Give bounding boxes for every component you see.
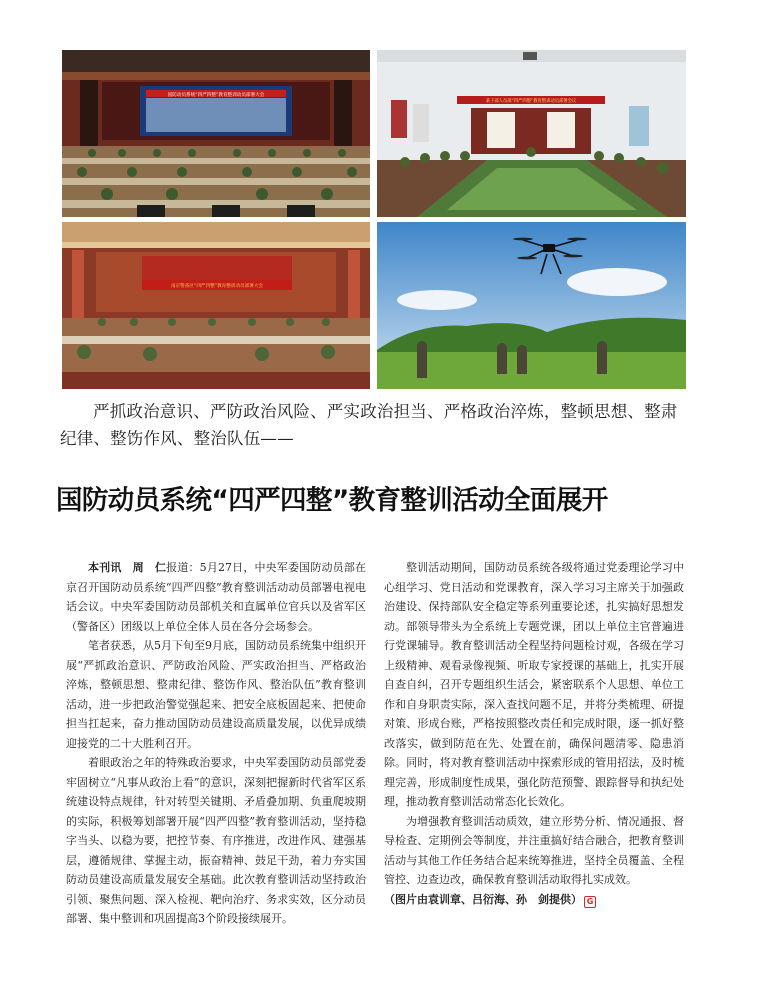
article-byline: 本刊讯 周 仁 bbox=[88, 561, 167, 574]
p3-banner-text: 南京警备区“四严四整”教育整训动员部署大会 bbox=[170, 284, 264, 289]
article-column-left bbox=[66, 558, 366, 929]
article-paragraph-2: 笔者获悉，从5月下旬至9月底，国防动员系统集中组织开展“严抓政治意识、严防政治风险、严实政治担当、严格政治淬炼，整顿思想、整肃纪律、整饬作风、整治队伍”教育整训活动，进一步把政治警觉强起来、把安全底板固起来、把使命担当扛起来，奋力推动国防动员建设高质量发展，以优异成绩迎接党的二十大胜利召开。 bbox=[66, 639, 366, 750]
article-paragraph-4: 整训活动期间，国防动员系统各级将通过党委理论学习中心组学习、党日活动和党课教育，深入学习习主席关于加强政治建设、保持部队安全稳定等系列重要论述，扎实搞好思想发动。部领导带头为全系统上专题党课，团以上单位主官普遍进行党课辅导。教育整训活动全程坚持问题检讨观，各级在学习上级精神、观看录像视频、听取专家授课的基础上，扎实开展自查自纠，召开专题组织生活会，紧密联系个人思想、单位工作和自身职责实际，深入查找问题不足，并将分类梳理、研提对策、形成台账，严格按照整改责任和完成时限，逐一抓好整改落实，做到防范在先、处置在前，确保问题清零、隐患消除。同时，将对教育整训活动中探索形成的管用招法，及时梳理完善，形成制度性成果，强化防范预警、跟踪督导和执纪处理，推动教育整训活动常态化长效化。 bbox=[384, 561, 684, 808]
photo-drone-field-training bbox=[377, 222, 686, 389]
photo-credit bbox=[384, 890, 684, 910]
photo-credit-text: （图片由袁训章、吕衍海、孙 剑提供） bbox=[384, 892, 582, 906]
photo-sand-table-meeting bbox=[377, 50, 686, 217]
article-paragraph-1 bbox=[66, 558, 366, 636]
end-mark-icon: G bbox=[584, 896, 596, 908]
article-paragraph-5: 为增强教育整训活动质效，建立形势分析、情况通报、督导检查、定期例会等制度，并注重搞好结合融合，把教育整训活动与其他工作任务结合起来统筹推进，坚持全员覆盖、全程管控、边查边改，确保教育整训活动取得扎实成效。 bbox=[384, 814, 684, 886]
article-paragraph-3: 着眼政治之年的特殊政治要求，中央军委国防动员部党委牢固树立“凡事从政治上看”的意识，深刻把握新时代省军区系统建设特点规律，针对转型关键期、矛盾叠加期、负重爬坡期的实际，积极筹划部署开展“四严四整”教育整训活动，坚持稳字当头、以稳为要，把控节奏、有序推进，改进作风、建强基层，遵循规律、掌握主动，振奋精神、鼓足干劲，着力夯实国防动员建设高质量发展安全基础。此次教育整训活动坚持政治引领、聚焦问题、深入检视、靶向治疗、务求实效，区分动员部署、集中整训和巩固提高3个阶段接续展开。 bbox=[66, 756, 366, 925]
article-headline: 国防动员系统“四严四整”教育整训活动全面展开 bbox=[56, 485, 608, 516]
photo-mobilization-meeting-hall bbox=[62, 50, 370, 217]
p2-banner-text: 某干部人员部“四严四整”教育整训动员部署会议 bbox=[485, 99, 577, 104]
lead-paragraph: 严抓政治意识、严防政治风险、严实政治担当、严格政治淬炼，整顿思想、整肃纪律、整饬作风、整治队伍—— bbox=[60, 402, 678, 448]
photo-garrison-meeting bbox=[62, 222, 370, 389]
p1-banner-text: 国防动员系统“四严四整”教育整训动员部署大会 bbox=[167, 93, 265, 98]
article-paragraph-1-text: 报道：5月27日，中央军委国防动员部在京召开国防动员系统“四严四整”教育整训活动动员部署电视电话会议。中央军委国防动员部机关和直属单位官兵以及省军区（警备区）团级以上单位全体人员在各分会场参会。 bbox=[66, 561, 366, 633]
article-column-right bbox=[384, 558, 684, 909]
